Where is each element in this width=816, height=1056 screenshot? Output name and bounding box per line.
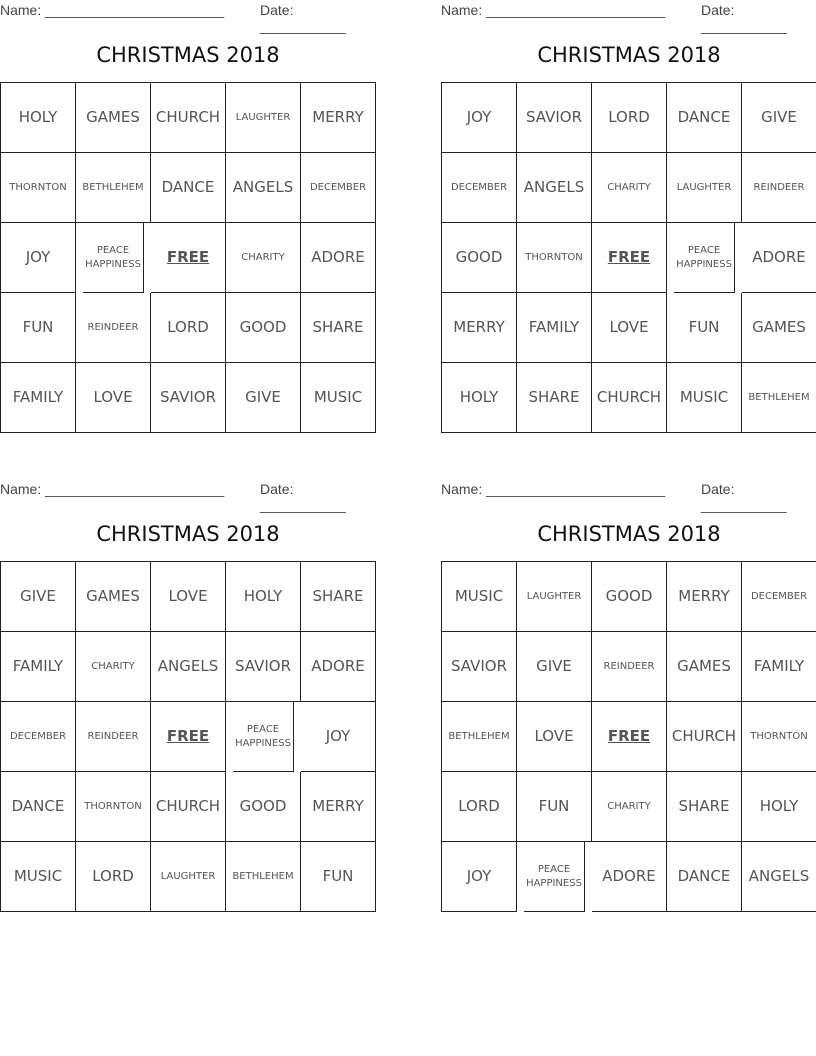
bingo-cell: CHURCH — [151, 83, 226, 153]
bingo-cell: BETHLEHEM — [442, 702, 517, 772]
bingo-cell: DANCE — [1, 772, 76, 842]
card-title: CHRISTMAS 2018 — [537, 43, 721, 67]
bingo-cell: DECEMBER — [1, 702, 76, 772]
bingo-cell: SAVIOR — [226, 632, 301, 702]
bingo-cell: FUN — [517, 772, 592, 842]
bingo-cell: SAVIOR — [517, 83, 592, 153]
bingo-cell: LAUGHTER — [226, 83, 301, 153]
card-title: CHRISTMAS 2018 — [537, 522, 721, 546]
date-field-label: Date: ___________ — [260, 2, 346, 34]
bingo-cell: SHARE — [667, 772, 742, 842]
free-space-cell: FREE — [151, 223, 226, 293]
bingo-cell: LOVE — [151, 562, 226, 632]
bingo-cell: MUSIC — [301, 363, 376, 433]
bingo-grid — [0, 82, 376, 433]
bingo-cell: LORD — [442, 772, 517, 842]
bingo-cell: CHURCH — [592, 363, 667, 433]
bingo-cell: MERRY — [667, 562, 742, 632]
bingo-cell: ANGELS — [517, 153, 592, 223]
bingo-cell: BETHLEHEM — [226, 842, 301, 912]
bingo-cell: LORD — [76, 842, 151, 912]
bingo-cell: MERRY — [301, 83, 376, 153]
name-date-line — [0, 479, 376, 513]
bingo-cell: PEACE HAPPINESS — [674, 223, 735, 293]
bingo-cell: LAUGHTER — [151, 842, 226, 912]
name-date-line — [441, 0, 816, 34]
bingo-cell: LOVE — [76, 363, 151, 433]
bingo-cell: DANCE — [667, 83, 742, 153]
bingo-cell: FAMILY — [742, 632, 816, 702]
bingo-cell: LAUGHTER — [517, 562, 592, 632]
bingo-cell: GOOD — [442, 223, 517, 293]
bingo-cell: THORNTON — [517, 223, 592, 293]
bingo-cell: ADORE — [301, 223, 376, 293]
bingo-cell: FAMILY — [1, 363, 76, 433]
bingo-card-top-right — [441, 0, 816, 433]
date-field-label: Date: ___________ — [701, 481, 787, 513]
free-space-cell: FREE — [151, 702, 226, 772]
bingo-cell: MERRY — [442, 293, 517, 363]
bingo-cell: GIVE — [517, 632, 592, 702]
name-field-label: Name: _______________________ — [441, 2, 666, 18]
bingo-cell: GAMES — [76, 83, 151, 153]
bingo-cell: DECEMBER — [442, 153, 517, 223]
bingo-card-bottom-left — [0, 479, 376, 912]
free-space-cell: FREE — [592, 223, 667, 293]
bingo-cell: BETHLEHEM — [742, 363, 816, 433]
bingo-cell: MUSIC — [1, 842, 76, 912]
bingo-cell: ANGELS — [742, 842, 816, 912]
bingo-cell: CHARITY — [226, 223, 301, 293]
bingo-cell: FUN — [1, 293, 76, 363]
bingo-cell: REINDEER — [742, 153, 816, 223]
bingo-cell: MUSIC — [667, 363, 742, 433]
bingo-cell: BETHLEHEM — [76, 153, 151, 223]
bingo-cell: GAMES — [667, 632, 742, 702]
bingo-cell: THORNTON — [742, 702, 816, 772]
bingo-cell: CHARITY — [592, 153, 667, 223]
bingo-cell: DECEMBER — [301, 153, 376, 223]
bingo-cell: FUN — [667, 293, 742, 363]
bingo-cell: CHARITY — [592, 772, 667, 842]
bingo-cell: FAMILY — [1, 632, 76, 702]
bingo-cell: MERRY — [301, 772, 376, 842]
name-field-label: Name: _______________________ — [0, 2, 225, 18]
free-space-cell: FREE — [592, 702, 667, 772]
bingo-cell: DECEMBER — [742, 562, 816, 632]
bingo-cell: CHURCH — [667, 702, 742, 772]
name-field-label: Name: _______________________ — [441, 481, 666, 497]
bingo-cell: ADORE — [592, 842, 667, 912]
bingo-cell: FAMILY — [517, 293, 592, 363]
name-date-line — [441, 479, 816, 513]
bingo-cell: REINDEER — [592, 632, 667, 702]
bingo-cell: REINDEER — [76, 293, 151, 363]
bingo-cell: REINDEER — [76, 702, 151, 772]
bingo-grid — [441, 561, 816, 912]
name-field-label: Name: _______________________ — [0, 481, 225, 497]
bingo-cell: FUN — [301, 842, 376, 912]
bingo-cell: GIVE — [226, 363, 301, 433]
bingo-cell: JOY — [301, 702, 376, 772]
bingo-card-top-left — [0, 0, 376, 433]
bingo-cell: GOOD — [226, 772, 301, 842]
bingo-cell: HOLY — [742, 772, 816, 842]
bingo-cell: SHARE — [301, 562, 376, 632]
bingo-cell: GOOD — [226, 293, 301, 363]
bingo-cell: LOVE — [592, 293, 667, 363]
bingo-cell: LOVE — [517, 702, 592, 772]
bingo-cell: PEACE HAPPINESS — [524, 842, 585, 912]
bingo-cell: LAUGHTER — [667, 153, 742, 223]
card-title: CHRISTMAS 2018 — [96, 43, 280, 67]
bingo-cell: CHURCH — [151, 772, 226, 842]
bingo-cell: HOLY — [1, 83, 76, 153]
card-title: CHRISTMAS 2018 — [96, 522, 280, 546]
bingo-cell: DANCE — [151, 153, 226, 223]
bingo-cell: SHARE — [517, 363, 592, 433]
bingo-cell: JOY — [442, 842, 517, 912]
bingo-cell: JOY — [442, 83, 517, 153]
bingo-cell: SAVIOR — [442, 632, 517, 702]
date-field-label: Date: ___________ — [701, 2, 787, 34]
bingo-cell: THORNTON — [76, 772, 151, 842]
bingo-cell: LORD — [151, 293, 226, 363]
bingo-cell: PEACE HAPPINESS — [233, 702, 294, 772]
date-field-label: Date: ___________ — [260, 481, 346, 513]
bingo-cell: ANGELS — [226, 153, 301, 223]
bingo-cell: HOLY — [226, 562, 301, 632]
bingo-cell: GIVE — [742, 83, 816, 153]
bingo-cell: GAMES — [742, 293, 816, 363]
bingo-cell: PEACE HAPPINESS — [83, 223, 144, 293]
bingo-cell: HOLY — [442, 363, 517, 433]
bingo-cell: CHARITY — [76, 632, 151, 702]
bingo-cell: SHARE — [301, 293, 376, 363]
bingo-cell: ADORE — [301, 632, 376, 702]
bingo-card-bottom-right — [441, 479, 816, 912]
bingo-cell: DANCE — [667, 842, 742, 912]
bingo-cell: JOY — [1, 223, 76, 293]
bingo-cell: MUSIC — [442, 562, 517, 632]
bingo-cell: GAMES — [76, 562, 151, 632]
bingo-cell: THORNTON — [1, 153, 76, 223]
bingo-cell: GOOD — [592, 562, 667, 632]
bingo-grid — [0, 561, 376, 912]
bingo-cell: SAVIOR — [151, 363, 226, 433]
bingo-cell: GIVE — [1, 562, 76, 632]
bingo-cell: ANGELS — [151, 632, 226, 702]
bingo-cell: LORD — [592, 83, 667, 153]
bingo-cell: ADORE — [742, 223, 816, 293]
bingo-grid — [441, 82, 816, 433]
name-date-line — [0, 0, 376, 34]
